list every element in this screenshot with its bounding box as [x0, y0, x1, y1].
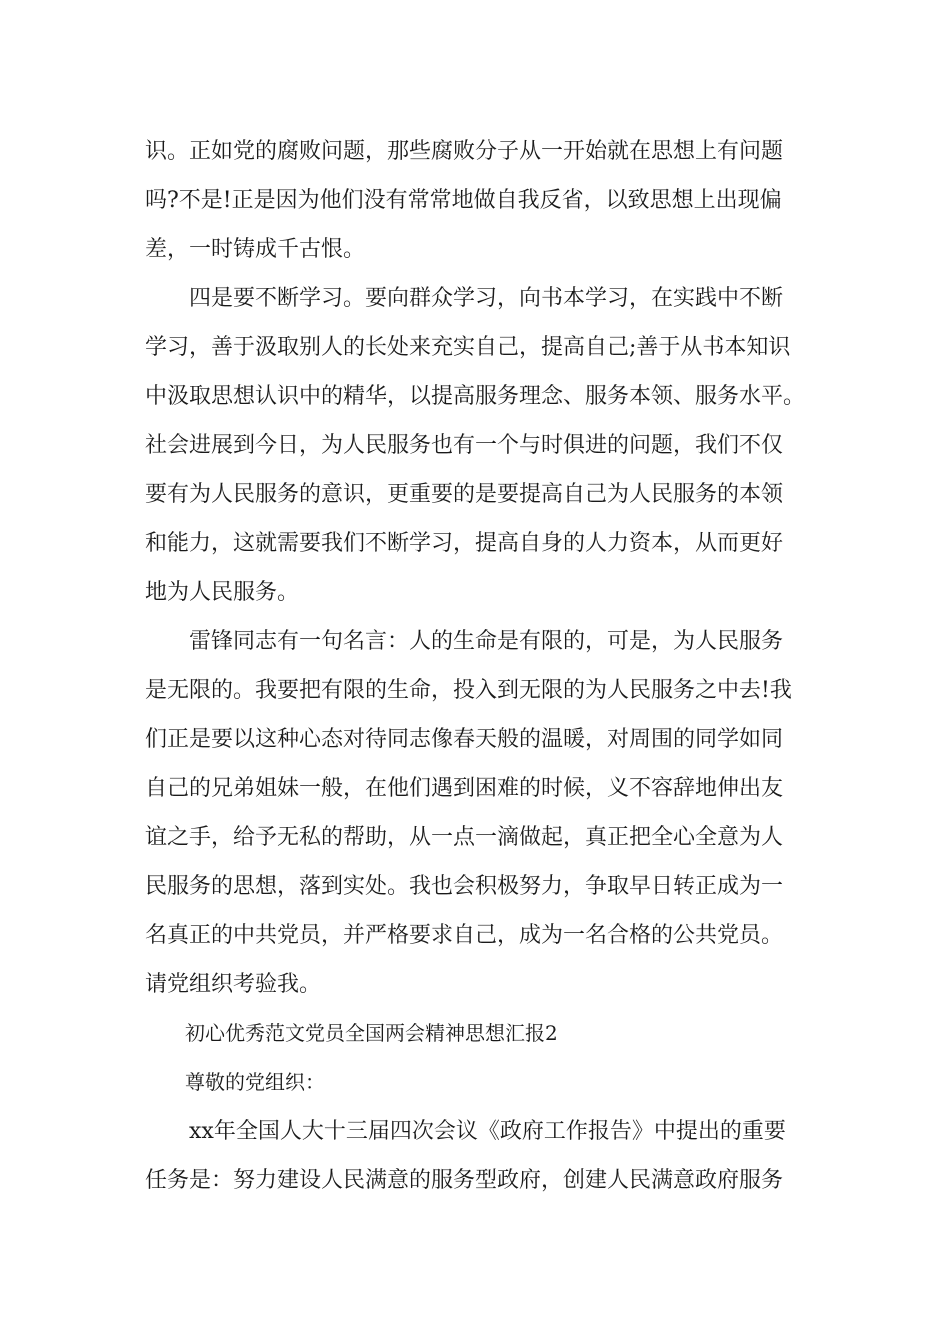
- text-line-10: 地为人民服务。: [145, 580, 300, 605]
- text-line-13: 们正是要以这种心态对待同志像春天般的温暖，对周围的同学如同: [145, 727, 784, 752]
- text-line-16: 民服务的思想，落到实处。我也会积极努力，争取早日转正成为一: [145, 874, 784, 899]
- text-line-3: 差，一时铸成千古恨。: [145, 237, 366, 262]
- text-line-18: 请党组织考验我。: [145, 972, 322, 997]
- salutation: 尊敬的党组织：: [145, 1070, 325, 1094]
- text-line-2: 吗?不是!正是因为他们没有常常地做自我反省，以致思想上出现偏: [145, 188, 782, 213]
- text-line-1: 识。正如党的腐败问题，那些腐败分子从一开始就在思想上有问题: [145, 139, 784, 164]
- text-line-8: 要有为人民服务的意识，更重要的是要提高自己为人民服务的本领: [145, 482, 784, 507]
- text-line-17: 名真正的中共党员，并严格要求自己，成为一名合格的公共党员。: [145, 923, 784, 948]
- section-title: 初心优秀范文党员全国两会精神思想汇报2: [145, 1021, 558, 1045]
- text-line-21: xx年全国人大十三届四次会议《政府工作报告》中提出的重要: [145, 1119, 786, 1144]
- text-line-15: 谊之手，给予无私的帮助，从一点一滴做起，真正把全心全意为人: [145, 825, 784, 850]
- text-line-7: 社会进展到今日，为人民服务也有一个与时俱进的问题，我们不仅: [145, 433, 784, 458]
- text-line-11: 雷锋同志有一句名言：人的生命是有限的，可是，为人民服务: [145, 629, 784, 654]
- document-body: [145, 127, 815, 1205]
- text-line-22: 任务是：努力建设人民满意的服务型政府，创建人民满意政府服务: [145, 1168, 784, 1193]
- text-line-5: 学习，善于汲取别人的长处来充实自己，提高自己;善于从书本知识: [145, 335, 791, 360]
- text-line-6: 中汲取思想认识中的精华，以提高服务理念、服务本领、服务水平。: [145, 384, 806, 409]
- text-line-4: 四是要不断学习。要向群众学习，向书本学习，在实践中不断: [145, 286, 784, 311]
- text-line-9: 和能力，这就需要我们不断学习，提高自身的人力资本，从而更好: [145, 531, 784, 556]
- text-line-14: 自己的兄弟姐妹一般，在他们遇到困难的时候，义不容辞地伸出友: [145, 776, 784, 801]
- text-line-12: 是无限的。我要把有限的生命，投入到无限的为人民服务之中去!我: [145, 678, 792, 703]
